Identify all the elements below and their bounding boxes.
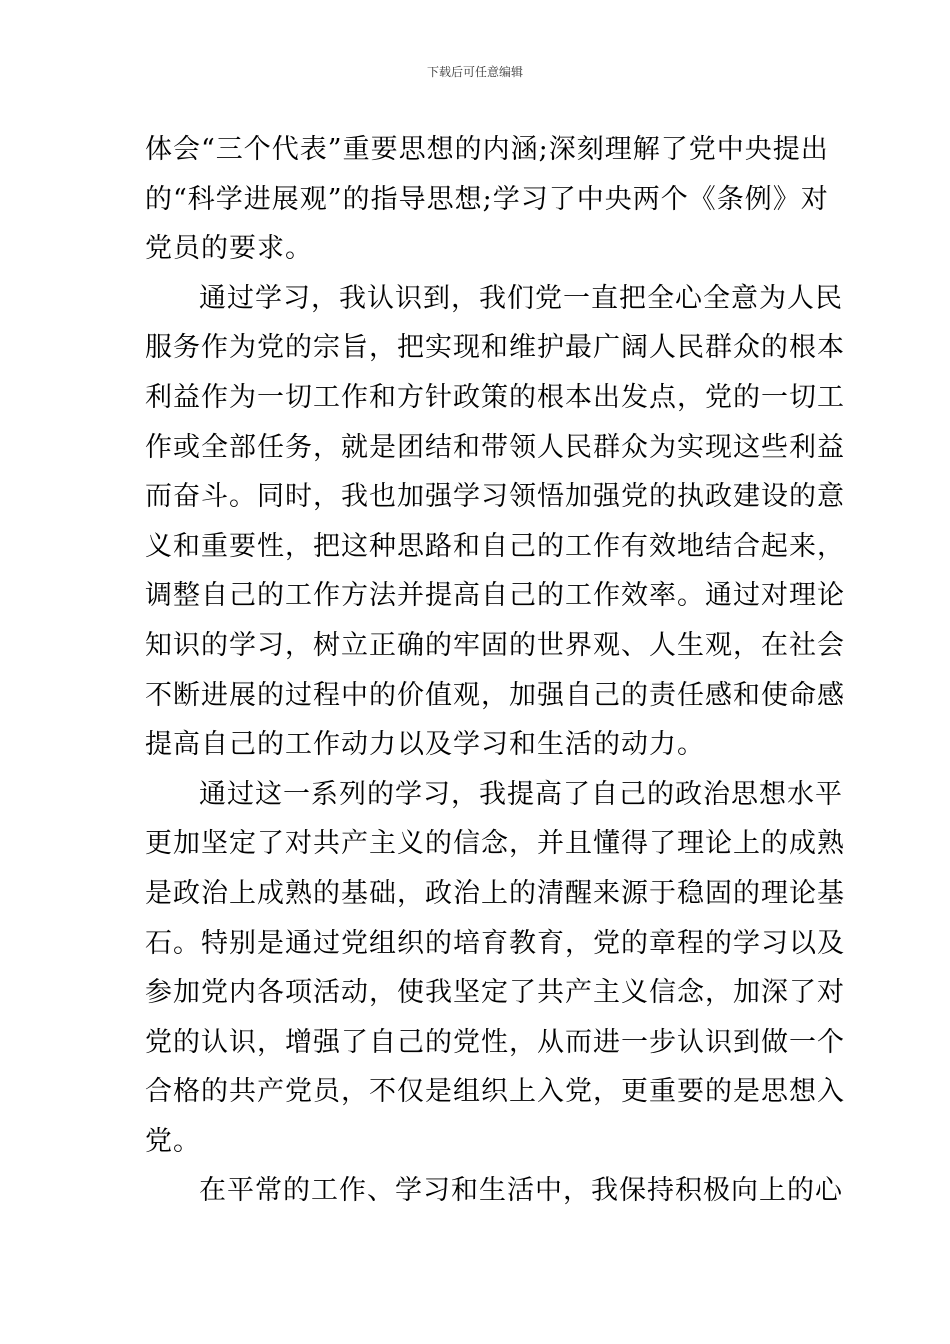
text-line: 不断进展的过程中的价值观，加强自己的责任感和使命感 (145, 679, 845, 711)
text-line: 提高自己的工作动力以及学习和生活的动力。 (145, 729, 705, 761)
text-line: 知识的学习，树立正确的牢固的世界观、人生观，在社会 (145, 629, 845, 661)
text-line: 通过学习，我认识到，我们党一直把全心全意为人民 (199, 282, 843, 314)
text-line: 服务作为党的宗旨，把实现和维护最广阔人民群众的根本 (145, 332, 845, 364)
text-line: 党员的要求。 (145, 233, 313, 265)
text-line: 利益作为一切工作和方针政策的根本出发点，党的一切工 (145, 381, 845, 413)
text-line: 调整自己的工作方法并提高自己的工作效率。通过对理论 (145, 580, 845, 612)
text-line: 在平常的工作、学习和生活中，我保持积极向上的心 (199, 1175, 843, 1207)
text-line: 党。 (145, 1125, 201, 1157)
text-line: 党的认识，增强了自己的党性，从而进一步认识到做一个 (145, 1026, 845, 1058)
text-line: 参加党内各项活动，使我坚定了共产主义信念，加深了对 (145, 977, 845, 1009)
page-header: 下载后可任意编辑 (426, 65, 523, 79)
text-line: 的“科学进展观”的指导思想;学习了中央两个《条例》对 (145, 183, 829, 215)
text-line: 而奋斗。同时，我也加强学习领悟加强党的执政建设的意 (145, 481, 845, 513)
text-line: 是政治上成熟的基础，政治上的清醒来源于稳固的理论基 (145, 877, 845, 909)
text-line: 石。特别是通过党组织的培育教育，党的章程的学习以及 (145, 927, 845, 959)
text-line: 更加坚定了对共产主义的信念，并且懂得了理论上的成熟 (145, 828, 845, 860)
text-line: 体会“三个代表”重要思想的内涵;深刻理解了党中央提出 (145, 134, 829, 165)
document-body (145, 125, 845, 1216)
text-line: 合格的共产党员，不仅是组织上入党，更重要的是思想入 (145, 1076, 845, 1108)
text-line: 义和重要性，把这种思路和自己的工作有效地结合起来， (145, 530, 845, 562)
text-line: 通过这一系列的学习，我提高了自己的政治思想水平 (199, 778, 843, 810)
text-line: 作或全部任务，就是团结和带领人民群众为实现这些利益 (145, 431, 845, 463)
